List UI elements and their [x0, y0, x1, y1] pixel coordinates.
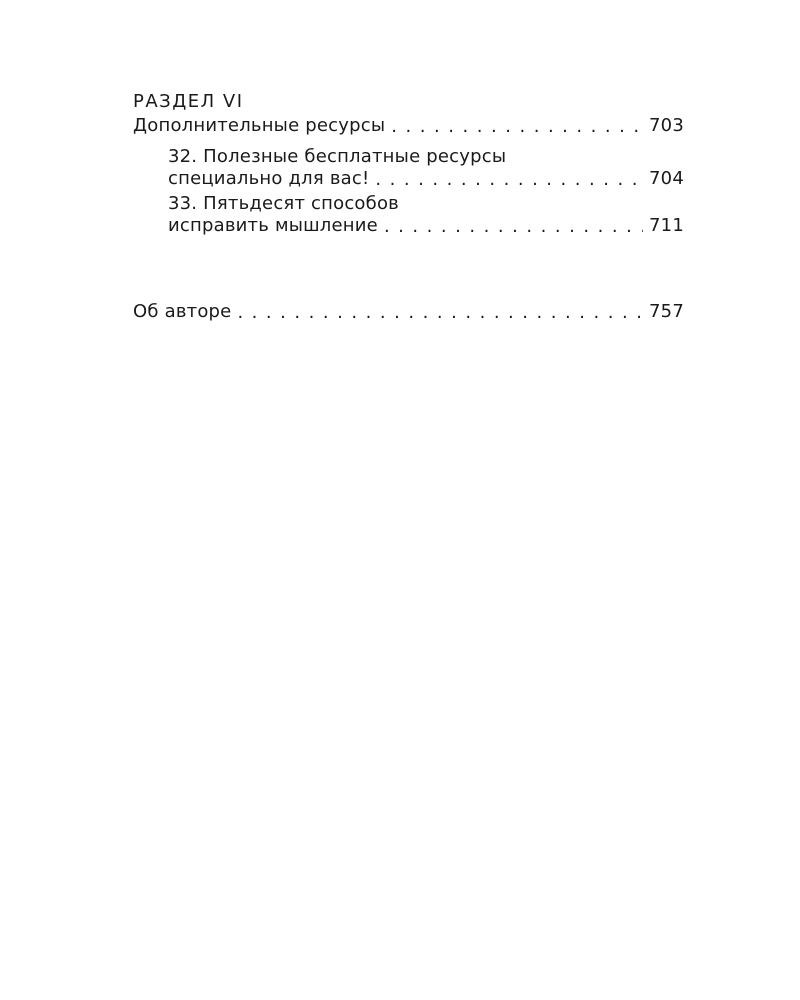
- dot-leader: [237, 301, 643, 321]
- dot-leader: [391, 115, 643, 135]
- toc-page-number: 711: [649, 215, 684, 236]
- toc-entry-chapter-33[interactable]: [168, 214, 684, 238]
- toc-entry-label: Дополнительные ресурсы: [133, 115, 386, 136]
- toc-entry-chapter-32[interactable]: [168, 167, 684, 191]
- section-heading: РАЗДЕЛ VI: [133, 91, 244, 112]
- toc-entry-resources[interactable]: [133, 114, 684, 138]
- toc-entry-about-author[interactable]: [133, 300, 684, 324]
- toc-entry-label: Об авторе: [133, 301, 232, 322]
- toc-page-number: 757: [649, 301, 684, 322]
- dot-leader: [384, 215, 643, 235]
- toc-page-number: 704: [649, 168, 684, 189]
- toc-entry-label: специально для вас!: [168, 168, 370, 189]
- toc-page-number: 703: [649, 115, 684, 136]
- toc-entry-32-title-line1[interactable]: 32. Полезные бесплатные ресурсы: [168, 146, 507, 167]
- toc-entry-33-title-line1[interactable]: 33. Пятьдесят способов: [168, 193, 399, 214]
- dot-leader: [375, 168, 643, 188]
- toc-entry-label: исправить мышление: [168, 215, 378, 236]
